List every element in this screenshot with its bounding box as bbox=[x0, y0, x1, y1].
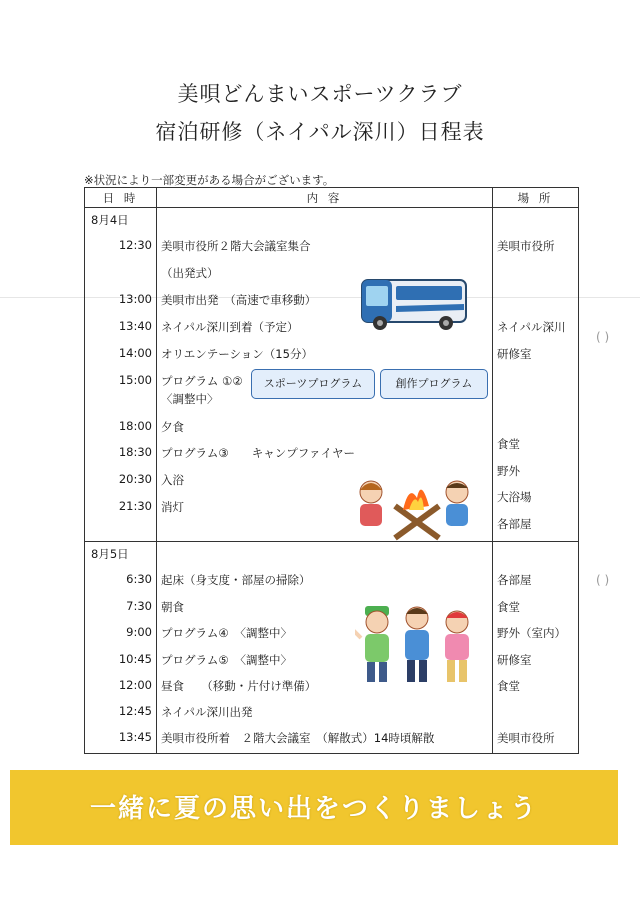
time-row: 12:45 bbox=[118, 704, 152, 718]
schedule-table bbox=[84, 187, 579, 754]
activity-row: 〈調整中〉 bbox=[161, 392, 219, 406]
day2-content-cell bbox=[157, 542, 493, 754]
activity-row: 消灯 bbox=[161, 500, 184, 514]
activity-row: 昼食 （移動・片付け準備） bbox=[161, 679, 317, 693]
activity-row: 夕食 bbox=[161, 420, 184, 434]
place-row: ネイパル深川 bbox=[497, 320, 566, 334]
activity-row: ネイパル深川到着（予定） bbox=[161, 320, 299, 334]
day2-date-cell bbox=[85, 542, 157, 754]
day1-place-cell bbox=[493, 208, 579, 542]
place-row: 美唄市役所 bbox=[497, 731, 555, 745]
time-row: 12:30 bbox=[118, 238, 152, 252]
time-row: 6:30 bbox=[126, 572, 152, 586]
day2-date: 8月5日 bbox=[91, 547, 129, 561]
day1-date-cell bbox=[85, 208, 157, 542]
activity-row: 美唄市役所２階大会議室集合 bbox=[161, 239, 311, 253]
activity-row: プログラム④ 〈調整中〉 bbox=[161, 626, 292, 640]
bus-illustration bbox=[360, 276, 470, 334]
activity-row: プログラム ①② bbox=[161, 374, 243, 388]
place-row: 野外（室内） bbox=[497, 626, 566, 640]
place-row: 研修室 bbox=[497, 653, 532, 667]
time-row: 9:00 bbox=[126, 625, 152, 639]
time-row: 10:45 bbox=[118, 652, 152, 666]
place-row: 各部屋 bbox=[497, 573, 532, 587]
activity-row: 入浴 bbox=[161, 473, 184, 487]
time-row: 21:30 bbox=[118, 499, 152, 513]
time-row: 13:40 bbox=[118, 319, 152, 333]
time-row: 18:30 bbox=[118, 445, 152, 459]
time-row: 7:30 bbox=[126, 599, 152, 613]
time-row: 15:00 bbox=[118, 373, 152, 387]
time-row: 18:00 bbox=[118, 419, 152, 433]
hiking-kids-illustration bbox=[355, 600, 481, 686]
activity-row: オリエンテーション（15分） bbox=[161, 347, 313, 361]
time-row: 13:45 bbox=[118, 730, 152, 744]
activity-row: 朝食 bbox=[161, 600, 184, 614]
slogan-banner bbox=[10, 770, 618, 845]
activity-row: 起床（身支度・部屋の掃除） bbox=[161, 573, 311, 587]
scan-mark: ( ) bbox=[596, 573, 610, 587]
header-place: 場 所 bbox=[493, 188, 579, 208]
time-row: 14:00 bbox=[118, 346, 152, 360]
place-row: 食堂 bbox=[497, 600, 520, 614]
slogan-text: 一緒に夏の思い出をつくりましょう bbox=[89, 794, 538, 824]
place-row: 各部屋 bbox=[497, 517, 532, 531]
activity-row: （出発式） bbox=[161, 266, 219, 280]
activity-row: 美唄市役所着 ２階大会議室 （解散式）14時頃解散 bbox=[161, 731, 435, 745]
time-row: 12:00 bbox=[118, 678, 152, 692]
creative-program-button[interactable]: 創作プログラム bbox=[380, 369, 488, 399]
header-date: 日 時 bbox=[85, 188, 157, 208]
place-row: 食堂 bbox=[497, 437, 520, 451]
day1-content-cell bbox=[157, 208, 493, 542]
activity-row: プログラム⑤ 〈調整中〉 bbox=[161, 653, 292, 667]
activity-row: ネイパル深川出発 bbox=[161, 705, 253, 719]
time-row: 20:30 bbox=[118, 472, 152, 486]
place-row: 研修室 bbox=[497, 347, 532, 361]
day2-place-cell bbox=[493, 542, 579, 754]
time-row: 13:00 bbox=[118, 292, 152, 306]
place-row: 野外 bbox=[497, 464, 520, 478]
title-line-1: 美唄どんまいスポーツクラブ bbox=[177, 82, 463, 106]
campfire-illustration bbox=[351, 476, 477, 544]
place-row: 美唄市役所 bbox=[497, 239, 555, 253]
place-row: 食堂 bbox=[497, 679, 520, 693]
notice-text: ※状況により一部変更がある場合がございます。 bbox=[84, 173, 335, 187]
place-row: 大浴場 bbox=[497, 490, 532, 504]
day1-date: 8月4日 bbox=[91, 213, 129, 227]
activity-row: 美唄市出発 （高速で車移動） bbox=[161, 293, 317, 307]
activity-row: プログラム③ キャンプファイヤー bbox=[161, 446, 355, 460]
header-content: 内 容 bbox=[157, 188, 493, 208]
scan-mark: ( ) bbox=[596, 330, 610, 344]
sports-program-button[interactable]: スポーツプログラム bbox=[251, 369, 375, 399]
title-line-2: 宿泊研修（ネイパル深川）日程表 bbox=[155, 120, 485, 144]
